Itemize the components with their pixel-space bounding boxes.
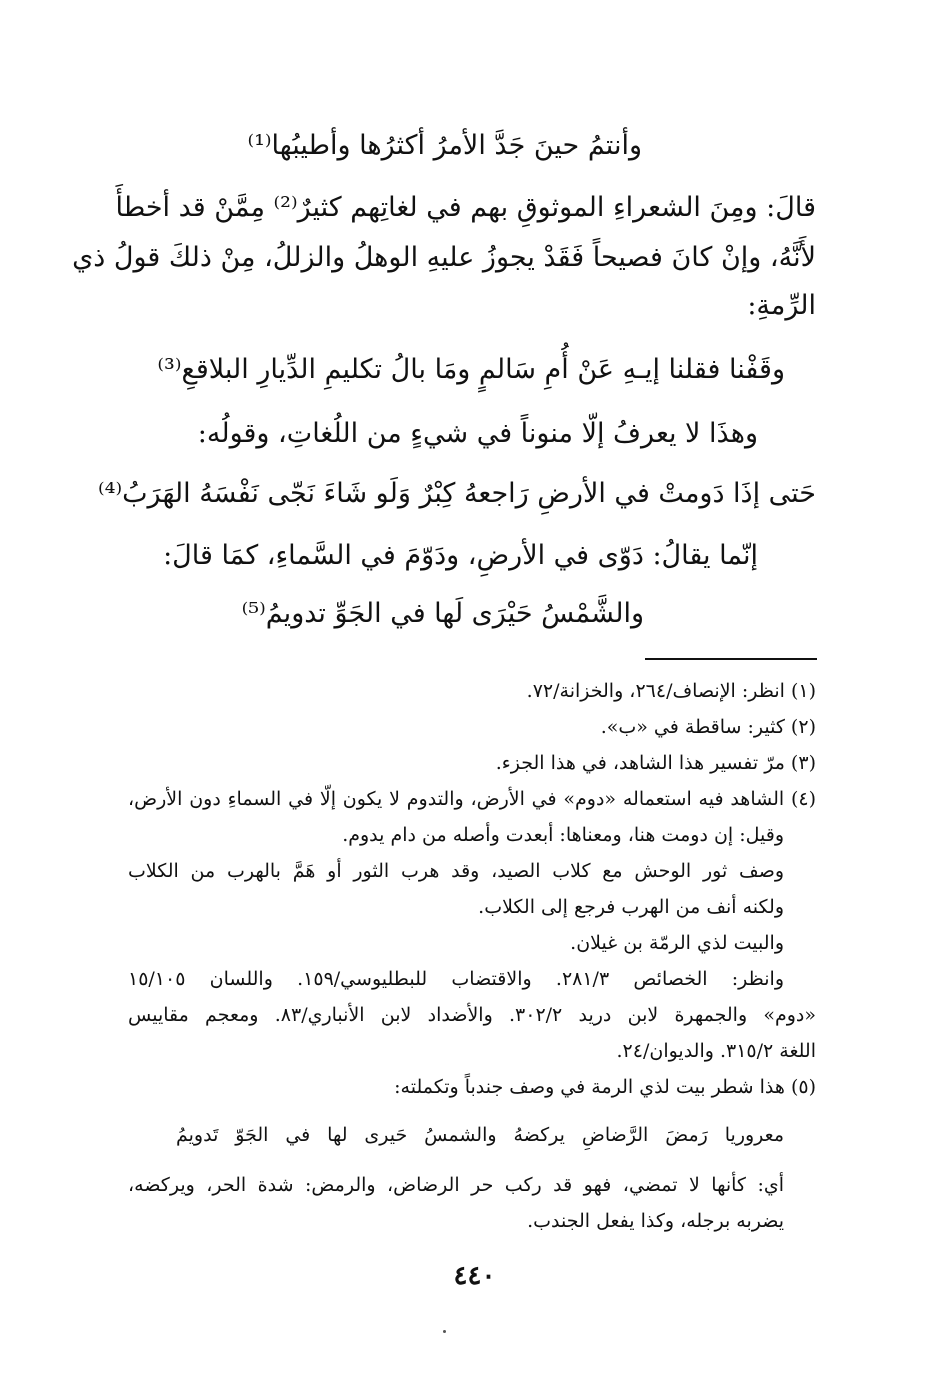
- footnote: (٥) هذا شطر بيت لذي الرمة في وصف جندباً وتكملته:: [394, 1076, 816, 1098]
- footnote: (٣) مرّ تفسير هذا الشاهد، في هذا الجزء.: [495, 752, 816, 774]
- footnote-continuation: يضربه برجله، وكذا يفعل الجندب.: [527, 1210, 784, 1232]
- paragraph-line: الرِّمةِ:: [747, 290, 816, 321]
- paragraph-line: قالَ: ومِنَ الشعراءِ الموثوقِ بهم في لغاتِهم كثيرٌ⁽²⁾ مِمَّنْ قد أخطأَ: [115, 192, 816, 223]
- verse-line-2: وقَفْنا فقلنا إيـهِ عَنْ أُمِ سَالمٍ ومَا بالُ تكليمِ الدِّيارِ البلاقعِ⁽³⁾: [157, 354, 785, 385]
- paragraph-line: لأَنَّهُ، وإنْ كانَ فصيحاً فَقَدْ يجوزُ عليهِ الوهلُ والزللُ، مِنْ ذلكَ قولُ ذي: [72, 242, 816, 273]
- footnote-continuation: ولكنه أنف من الهرب فرجع إلى الكلاب.: [478, 896, 784, 918]
- verse-line-3: حَتى إذَا دَومتْ في الأرضِ رَاجعهُ كِبْرٌ وَلَو شَاءَ نَجّى نَفْسَهُ الهَرَبُ⁽⁴⁾: [98, 478, 816, 509]
- footnote-continuation: وانظر: الخصائص ٢٨١/٣. والاقتضاب للبطليوسي/١٥٩. واللسان ١٥/١٠٥: [128, 968, 784, 990]
- footnote-continuation: والبيت لذي الرمّة بن غيلان.: [570, 932, 784, 954]
- footnote-continuation: وصف ثور الوحش مع كلاب الصيد، وقد هرب الثور أو هَمَّ بالهرب من الكلاب: [128, 860, 784, 882]
- footnote-verse: معروريا رَمضَ الرَّضاضِ يركضهُ والشمسُ حَيرى لها في الجَوّ تَدويمُ: [176, 1124, 784, 1146]
- footnote-continuation: أي: كأنها لا تمضي، فهو قد ركب حر الرضاض، والرمض: شدة الحر، ويركضه،: [128, 1174, 784, 1196]
- footnote-continuation: اللغة ٣١٥/٢. والديوان/٢٤.: [616, 1040, 816, 1062]
- page-number: ٤٤٠: [453, 1261, 496, 1291]
- footnote-continuation: «دوم» والجمهرة لابن دريد ٣٠٢/٢. والأضداد لابن الأنباري/٨٣. ومعجم مقاييس: [128, 1004, 817, 1026]
- footnote-continuation: وقيل: إن دومت هنا، ومعناها: أبعدت وأصله من دام يدوم.: [342, 824, 784, 846]
- paragraph-line: إنّما يقالُ: دَوّى في الأرضِ، ودَوّمَ في السَّماءِ، كمَا قالَ:: [163, 540, 758, 571]
- scan-speck: [443, 1330, 446, 1333]
- footnote-separator: [645, 658, 817, 660]
- footnote: (٢) كثير: ساقطة في «ب».: [600, 716, 816, 738]
- footnote: (٤) الشاهد فيه استعماله «دوم» في الأرض، والتدوم لا يكون إلّا في السماءِ دون الأرض،: [128, 788, 816, 810]
- verse-line-1: وأنتمُ حينَ جَدَّ الأمرُ أكثرُها وأطيبُها⁽¹⁾: [247, 130, 642, 161]
- paragraph-line: وهذَا لا يعرفُ إلّا منوناً في شيءٍ من اللُغاتِ، وقولُه:: [197, 418, 758, 449]
- verse-line-4: والشَّمْسُ حَيْرَى لَها في الجَوِّ تدويمُ⁽⁵⁾: [241, 598, 644, 629]
- footnote: (١) انظر: الإنصاف/٢٦٤، والخزانة/٧٢.: [526, 680, 816, 702]
